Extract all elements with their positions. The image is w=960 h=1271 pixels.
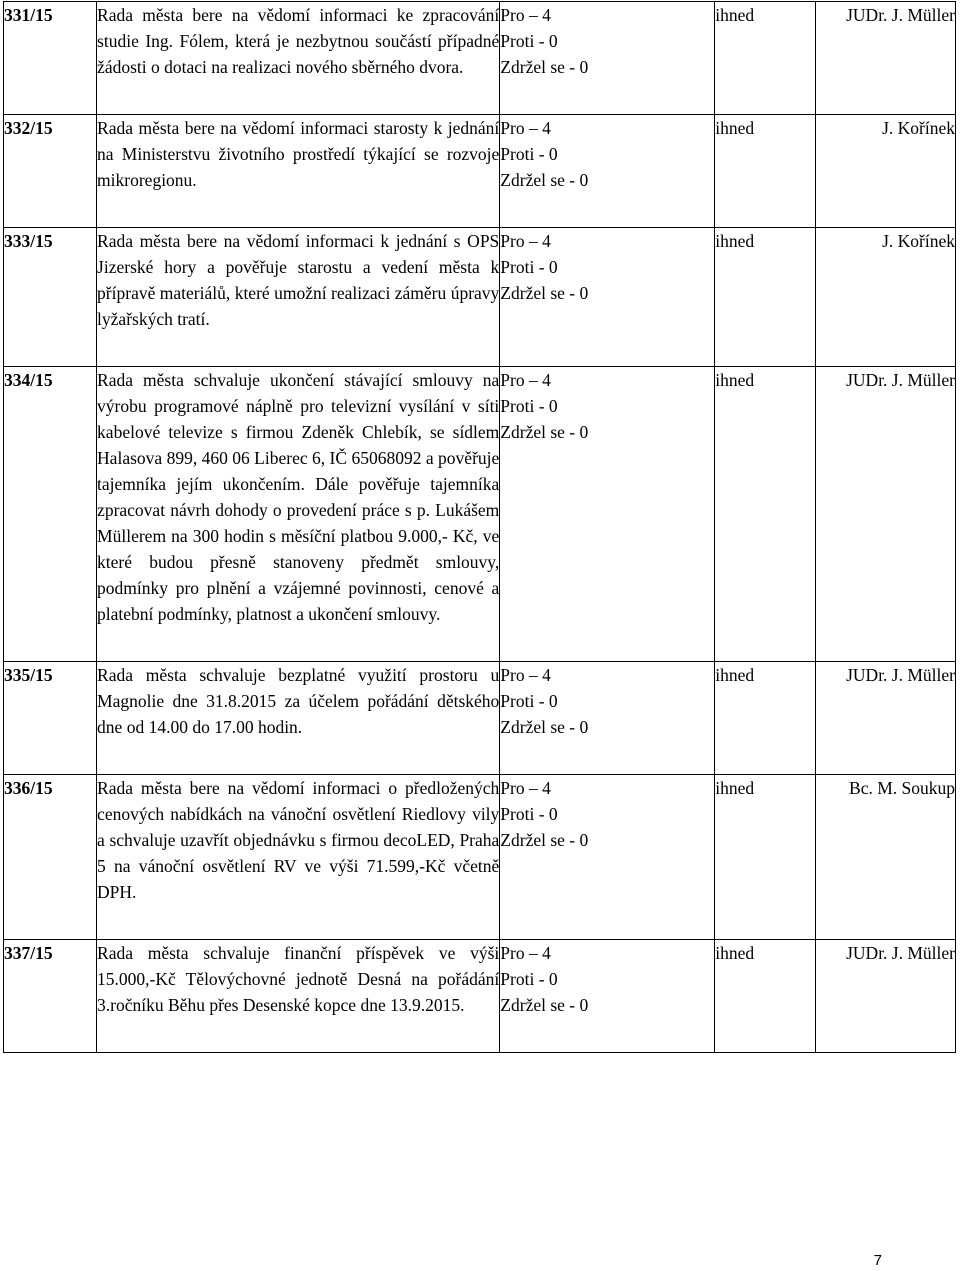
vote-pro: Pro – 4 — [500, 778, 551, 798]
vote-zdrzel: Zdržel se - 0 — [500, 422, 589, 442]
responsible-person: Bc. M. Soukup — [849, 778, 955, 798]
resolution-number: 331/15 — [4, 2, 97, 115]
responsible-person: JUDr. J. Müller — [846, 943, 955, 963]
resolution-text-cell — [97, 228, 500, 367]
resolution-text: Rada města bere na vědomí informaci ke zpracování studie Ing. Fólem, která je nezbytnou součástí případné žádosti o dotaci na realizaci nového sběrného dvora. — [97, 5, 500, 77]
resolution-text: Rada města bere na vědomí informaci k jednání s OPS Jizerské hory a pověřuje starostu a vedení města k přípravě materiálů, které umožní realizaci záměru úpravy lyžařských tratí. — [97, 231, 500, 329]
resolution-text: Rada města schvaluje ukončení stávající smlouvy na výrobu programové náplně pro televizní vysílání v síti kabelové televize s firmou Zdeněk Chlebík, se sídlem Halasova 899, 460 06 Liberec 6, IČ 65068092 a pověřuje tajemníka jejím ukončením. Dále pověřuje tajemníka zpracovat návrh dohody o provedení práce s p. Lukášem Müllerem na 300 hodin s měsíční platbou 9.000,- Kč, ve které budou přesně stanoveny předmět smlouvy, podmínky pro plnění a vzájemné povinnosti, cenové a platební podmínky, platnost a ukončení smlouvy. — [97, 370, 500, 624]
vote-proti: Proti - 0 — [500, 969, 558, 989]
vote-zdrzel: Zdržel se - 0 — [500, 57, 589, 77]
vote-cell — [500, 228, 715, 367]
vote-zdrzel: Zdržel se - 0 — [500, 283, 589, 303]
vote-proti: Proti - 0 — [500, 144, 558, 164]
term: ihned — [715, 775, 816, 940]
vote-zdrzel: Zdržel se - 0 — [500, 170, 589, 190]
vote-pro: Pro – 4 — [500, 943, 551, 963]
responsible-cell — [815, 662, 955, 775]
vote-pro: Pro – 4 — [500, 118, 551, 138]
term: ihned — [715, 662, 816, 775]
responsible-cell — [815, 228, 955, 367]
vote-zdrzel: Zdržel se - 0 — [500, 995, 589, 1015]
vote-pro: Pro – 4 — [500, 370, 551, 390]
resolution-text-cell — [97, 775, 500, 940]
responsible-person: JUDr. J. Müller — [846, 665, 955, 685]
vote-proti: Proti - 0 — [500, 257, 558, 277]
page-number: 7 — [873, 1252, 882, 1269]
resolution-number: 337/15 — [4, 940, 97, 1053]
vote-cell — [500, 2, 715, 115]
responsible-person: JUDr. J. Müller — [846, 370, 955, 390]
responsible-person: J. Kořínek — [882, 118, 955, 138]
table-row — [4, 775, 956, 940]
resolution-text-cell — [97, 940, 500, 1053]
vote-pro: Pro – 4 — [500, 665, 551, 685]
vote-cell — [500, 940, 715, 1053]
table-row — [4, 2, 956, 115]
resolution-text: Rada města bere na vědomí informaci o předložených cenových nabídkách na vánoční osvětlení Riedlovy vily a schvaluje uzavřít objednávku s firmou decoLED, Praha 5 na vánoční osvětlení RV ve výši 71.599,-Kč včetně DPH. — [97, 778, 500, 902]
vote-zdrzel: Zdržel se - 0 — [500, 830, 589, 850]
term: ihned — [715, 115, 816, 228]
resolution-number: 336/15 — [4, 775, 97, 940]
resolution-number: 333/15 — [4, 228, 97, 367]
term: ihned — [715, 228, 816, 367]
resolution-text-cell — [97, 367, 500, 662]
vote-cell — [500, 367, 715, 662]
vote-proti: Proti - 0 — [500, 396, 558, 416]
vote-zdrzel: Zdržel se - 0 — [500, 717, 589, 737]
responsible-cell — [815, 367, 955, 662]
vote-pro: Pro – 4 — [500, 5, 551, 25]
table-row — [4, 115, 956, 228]
vote-cell — [500, 662, 715, 775]
term: ihned — [715, 940, 816, 1053]
resolution-number: 335/15 — [4, 662, 97, 775]
resolution-text: Rada města bere na vědomí informaci starosty k jednání na Ministerstvu životního prostředí týkající se rozvoje mikroregionu. — [97, 118, 500, 190]
responsible-cell — [815, 115, 955, 228]
resolutions-table — [3, 1, 956, 1053]
table-row — [4, 662, 956, 775]
vote-proti: Proti - 0 — [500, 804, 558, 824]
vote-proti: Proti - 0 — [500, 691, 558, 711]
responsible-cell — [815, 940, 955, 1053]
vote-proti: Proti - 0 — [500, 31, 558, 51]
term: ihned — [715, 2, 816, 115]
table-row — [4, 940, 956, 1053]
responsible-person: J. Kořínek — [882, 231, 955, 251]
resolution-text-cell — [97, 662, 500, 775]
resolution-number: 334/15 — [4, 367, 97, 662]
resolution-text: Rada města schvaluje finanční příspěvek ve výši 15.000,-Kč Tělovýchovné jednotě Desná na pořádání 3.ročníku Běhu přes Desenské kopce dne 13.9.2015. — [97, 943, 500, 1015]
responsible-cell — [815, 775, 955, 940]
resolution-text-cell — [97, 2, 500, 115]
resolution-text: Rada města schvaluje bezplatné využití prostoru u Magnolie dne 31.8.2015 za účelem pořádání dětského dne od 14.00 do 17.00 hodin. — [97, 665, 500, 737]
table-row — [4, 367, 956, 662]
responsible-person: JUDr. J. Müller — [846, 5, 955, 25]
vote-pro: Pro – 4 — [500, 231, 551, 251]
resolution-text-cell — [97, 115, 500, 228]
resolution-number: 332/15 — [4, 115, 97, 228]
table-row — [4, 228, 956, 367]
vote-cell — [500, 115, 715, 228]
vote-cell — [500, 775, 715, 940]
responsible-cell — [815, 2, 955, 115]
term: ihned — [715, 367, 816, 662]
